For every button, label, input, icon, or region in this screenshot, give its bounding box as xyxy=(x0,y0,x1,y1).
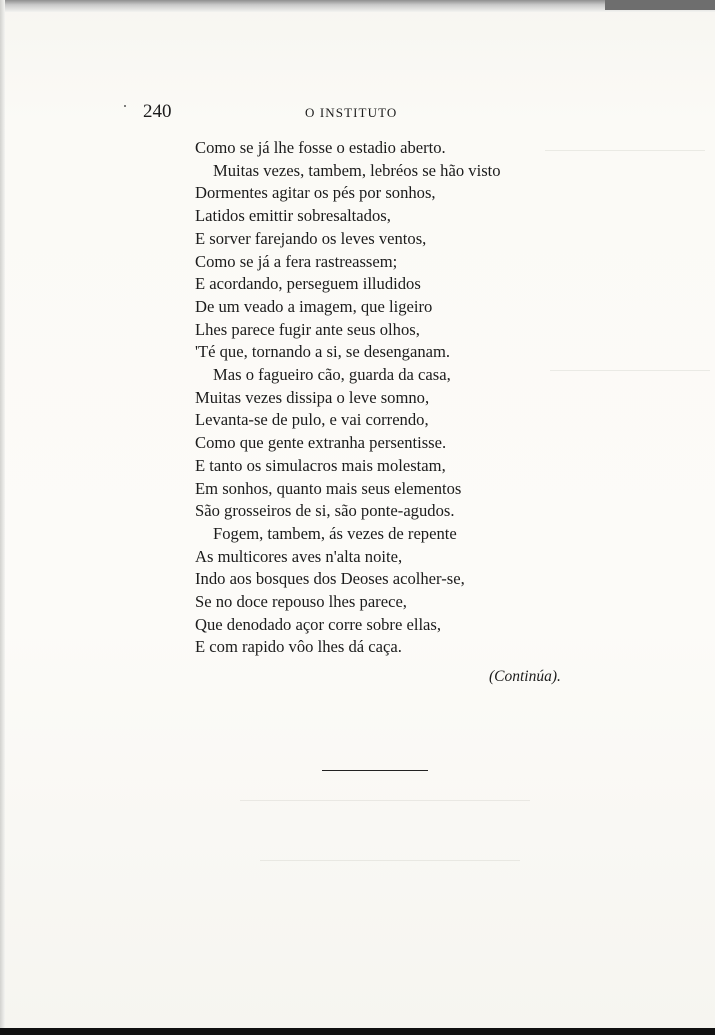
poem-line: E com rapido vôo lhes dá caça. xyxy=(195,637,402,657)
poem-line: Latidos emittir sobresaltados, xyxy=(195,206,391,226)
poem-line: Como que gente extranha persentisse. xyxy=(195,433,447,453)
scan-bottom-edge xyxy=(0,1028,715,1035)
poem-line: Que denodado açor corre sobre ellas, xyxy=(195,614,442,634)
poem-line: Como se já lhe fosse o estadio aberto. xyxy=(195,138,446,157)
poem-line: 'Té que, tornando a si, se desenganam. xyxy=(195,342,451,362)
poem-line: E sorver farejando os leves ventos, xyxy=(195,228,427,248)
poem-line: Como se já a fera rastreassem; xyxy=(195,251,398,271)
poem-line: São grosseiros de si, são ponte-agudos. xyxy=(195,501,455,521)
print-speck xyxy=(124,105,126,107)
poem-line: As multicores aves n'alta noite, xyxy=(195,546,403,566)
section-rule xyxy=(322,770,428,771)
scan-top-edge-shadow xyxy=(605,0,715,10)
poem-line: Muitas vezes, tambem, lebréos se hão visto xyxy=(213,160,501,180)
poem-line: E acordando, perseguem illudidos xyxy=(195,274,421,294)
page-number: 240 xyxy=(143,101,172,122)
page-header xyxy=(143,101,573,125)
running-title: O INSTITUTO xyxy=(305,105,398,120)
poem-line: Se no doce repouso lhes parece, xyxy=(195,592,407,612)
poem-body xyxy=(195,137,575,659)
poem-line: Mas o fagueiro cão, guarda da casa, xyxy=(213,365,451,385)
continua-note: (Continúa). xyxy=(489,668,561,685)
poem-line: Em sonhos, quanto mais seus elementos xyxy=(195,478,462,498)
bleed-through-line xyxy=(240,800,530,801)
poem-line: E tanto os simulacros mais molestam, xyxy=(195,455,446,475)
poem-line: Lhes parece fugir ante seus olhos, xyxy=(195,319,420,339)
poem-line: Muitas vezes dissipa o leve somno, xyxy=(195,387,430,407)
scan-left-edge xyxy=(0,0,5,1035)
poem-line: Indo aos bosques dos Deoses acolher-se, xyxy=(195,569,465,589)
poem-line: De um veado a imagem, que ligeiro xyxy=(195,296,433,316)
bleed-through-line xyxy=(260,860,520,861)
poem-line: Fogem, tambem, ás vezes de repente xyxy=(213,523,457,543)
poem-line: Levanta-se de pulo, e vai correndo, xyxy=(195,410,429,430)
poem-line: Dormentes agitar os pés por sonhos, xyxy=(195,183,436,203)
